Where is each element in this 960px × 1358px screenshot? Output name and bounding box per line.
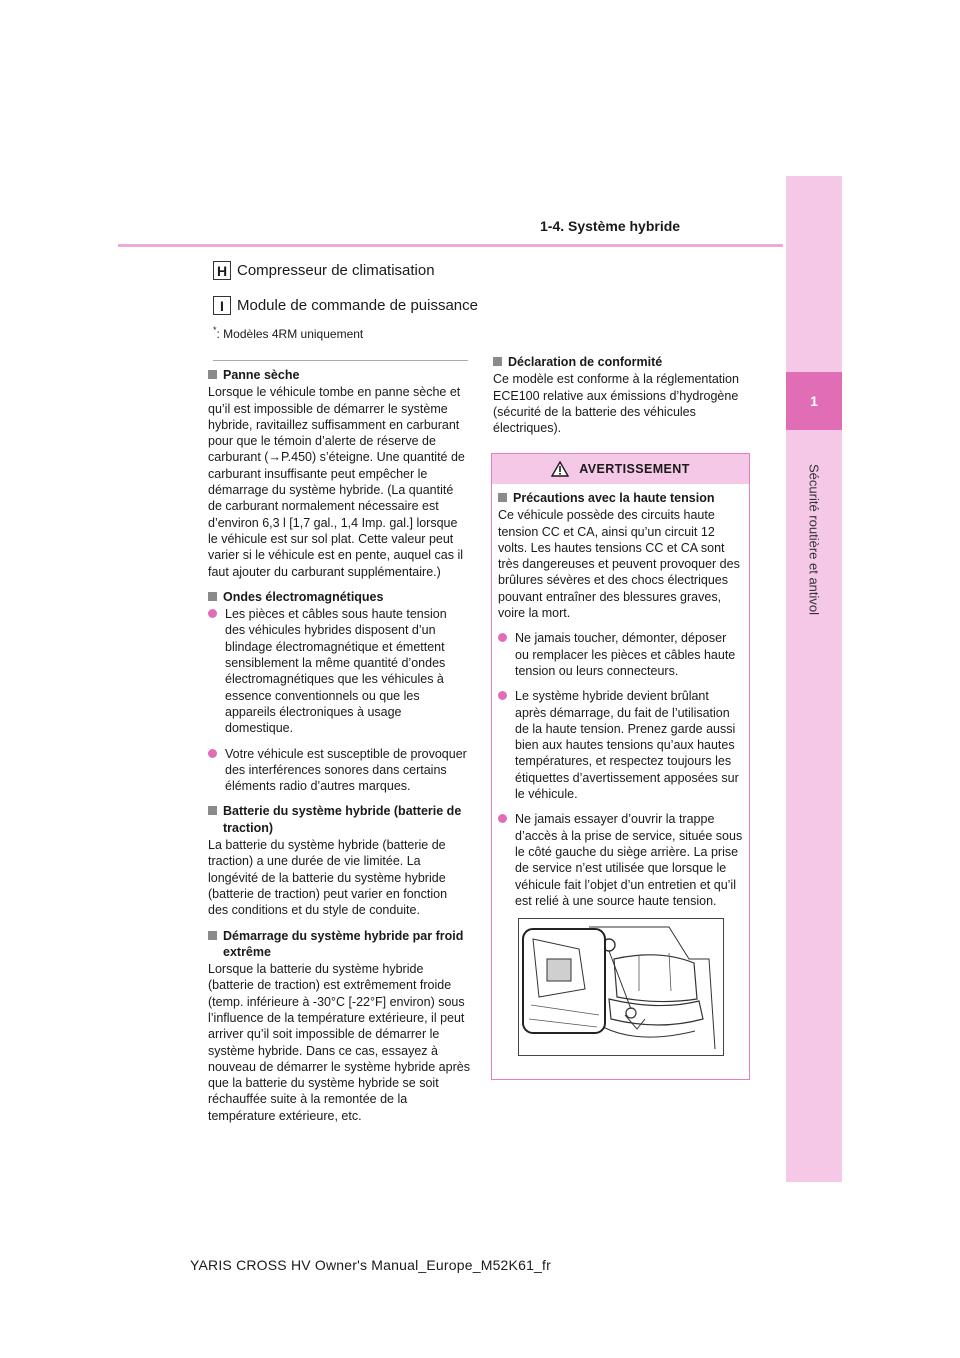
section-heading-declaration: Déclaration de conformité (493, 354, 751, 370)
bullet-item: Ne jamais toucher, démonter, déposer ou remplacer les pièces et câbles haute tension ou leurs connecteurs. (498, 630, 743, 679)
circle-bullet-icon (208, 749, 217, 758)
warning-header (492, 454, 749, 484)
section-heading-panne: Panne sèche (208, 367, 470, 383)
paragraph-panne: Lorsque le véhicule tombe en panne sèche et qu’il est impossible de démarrer le système hybride, ravitaillez suffisamment en carburant pour que le témoin d’alerte de réserve de carburant (→P.450) s’éteigne. Une quantité de carburant insuffisante peut empêcher le démarrage du système hybride. (La quantité de carburant normalement nécessaire est d’environ 6,3 l [1,7 gal., 1,4 Imp. gal.] lorsque le véhicule est sur sol plat. Cette valeur peut varier si le véhicule est en pente, auquel cas il faut ajouter du carburant supplémentaire.) (208, 385, 465, 579)
circle-bullet-icon (498, 691, 507, 700)
bullet-item: Votre véhicule est susceptible de provoquer des interférences sonores dans certains éléments radio d’autres marques. (208, 746, 470, 795)
square-bullet-icon (493, 357, 502, 366)
item-label: Compresseur de climatisation (237, 262, 435, 279)
declaration-block (493, 354, 751, 445)
section-heading-ondes: Ondes électromagnétiques (208, 589, 470, 605)
service-plug-illustration (518, 918, 724, 1056)
bullet-item: Les pièces et câbles sous haute tension des véhicules hybrides disposent d’un blindage électromagnétique et émettent sensiblement la même quantité d’ondes électromagnétiques que les véhicules à essence conventionnels ou que les appareils électroniques à usage domestique. (208, 606, 470, 736)
chapter-title: Sécurité routière et antivol (806, 464, 822, 616)
section-title: 1-4. Système hybride (540, 218, 681, 234)
footnote (213, 325, 363, 341)
bullet-item: Ne jamais essayer d’ouvrir la trappe d’accès à la prise de service, située sous le côté gauche du siège arrière. La prise de service n’est utilisée que lorsque le véhicule fait l’objet d’un entretien et qu’il est relié à une source haute tension. (498, 811, 743, 909)
square-bullet-icon (208, 806, 217, 815)
circle-bullet-icon (208, 609, 217, 618)
warning-title: AVERTISSEMENT (579, 462, 690, 476)
square-bullet-icon (208, 931, 217, 940)
warning-intro: Ce véhicule possède des circuits haute tension CC et CA, ainsi qu’un circuit 12 volts. Les hautes tensions CC et CA sont très dangereuses et peuvent provoquer des brûlures sévères et des chocs électriques pouvant entraîner des blessures graves, voire la mort. (498, 508, 740, 621)
bullet-item: Le système hybride devient brûlant après démarrage, du fait de l’utilisation de la haute tension. Prenez garde aussi bien aux hautes tensions qu’aux hautes températures, et respectez toujours les étiquettes d’avertissement apposées sur le véhicule. (498, 688, 743, 802)
section-heading-demarrage: Démarrage du système hybride par froid extrême (208, 928, 470, 961)
square-bullet-icon (208, 592, 217, 601)
chapter-number: 1 (786, 372, 842, 430)
item-i (213, 296, 478, 315)
paragraph-declaration: Ce modèle est conforme à la réglementation ECE100 relative aux émissions d’hydrogène (sécurité de la batterie des véhicules électriques). (493, 372, 739, 436)
paragraph-demarrage: Lorsque la batterie du système hybride (batterie de traction) est extrêmement froide (temp. inférieure à -30°C [-22°F] environ) sous l’influence de la température extérieure, il peut arriver qu’il soit impossible de démarrer le système hybride. Dans ce cas, essayez à nouveau de démarrer le système hybride après que la batterie du système hybride se soit réchauffée suite à la remontée de la température extérieure, etc. (208, 962, 470, 1123)
item-label: Module de commande de puissance (237, 297, 478, 314)
paragraph-batterie: La batterie du système hybride (batterie de traction) a une durée de vie limitée. La longévité de la batterie du système hybride (batterie de traction) peut varier en fonction des conditions et du style de conduite. (208, 838, 448, 918)
left-column (208, 367, 470, 1133)
warning-triangle-icon (551, 461, 569, 477)
footer-text: YARIS CROSS HV Owner's Manual_Europe_M52K61_fr (190, 1257, 551, 1273)
chapter-title-wrap (786, 440, 842, 640)
warning-box (491, 453, 750, 1080)
item-letter: H (213, 261, 231, 280)
footnote-mark: * (213, 325, 217, 335)
section-heading-batterie: Batterie du système hybride (batterie de traction) (208, 803, 470, 836)
warning-heading: Précautions avec la haute tension (498, 490, 743, 506)
square-bullet-icon (498, 493, 507, 502)
column-rule (213, 360, 468, 361)
circle-bullet-icon (498, 814, 507, 823)
item-letter: I (213, 296, 231, 315)
item-h (213, 261, 435, 280)
header-rule (118, 244, 783, 247)
square-bullet-icon (208, 370, 217, 379)
warning-body (492, 484, 749, 1056)
footnote-text: : Modèles 4RM uniquement (216, 327, 364, 341)
circle-bullet-icon (498, 633, 507, 642)
rear-seat-drawing (519, 919, 723, 1055)
side-tab (786, 176, 842, 1182)
